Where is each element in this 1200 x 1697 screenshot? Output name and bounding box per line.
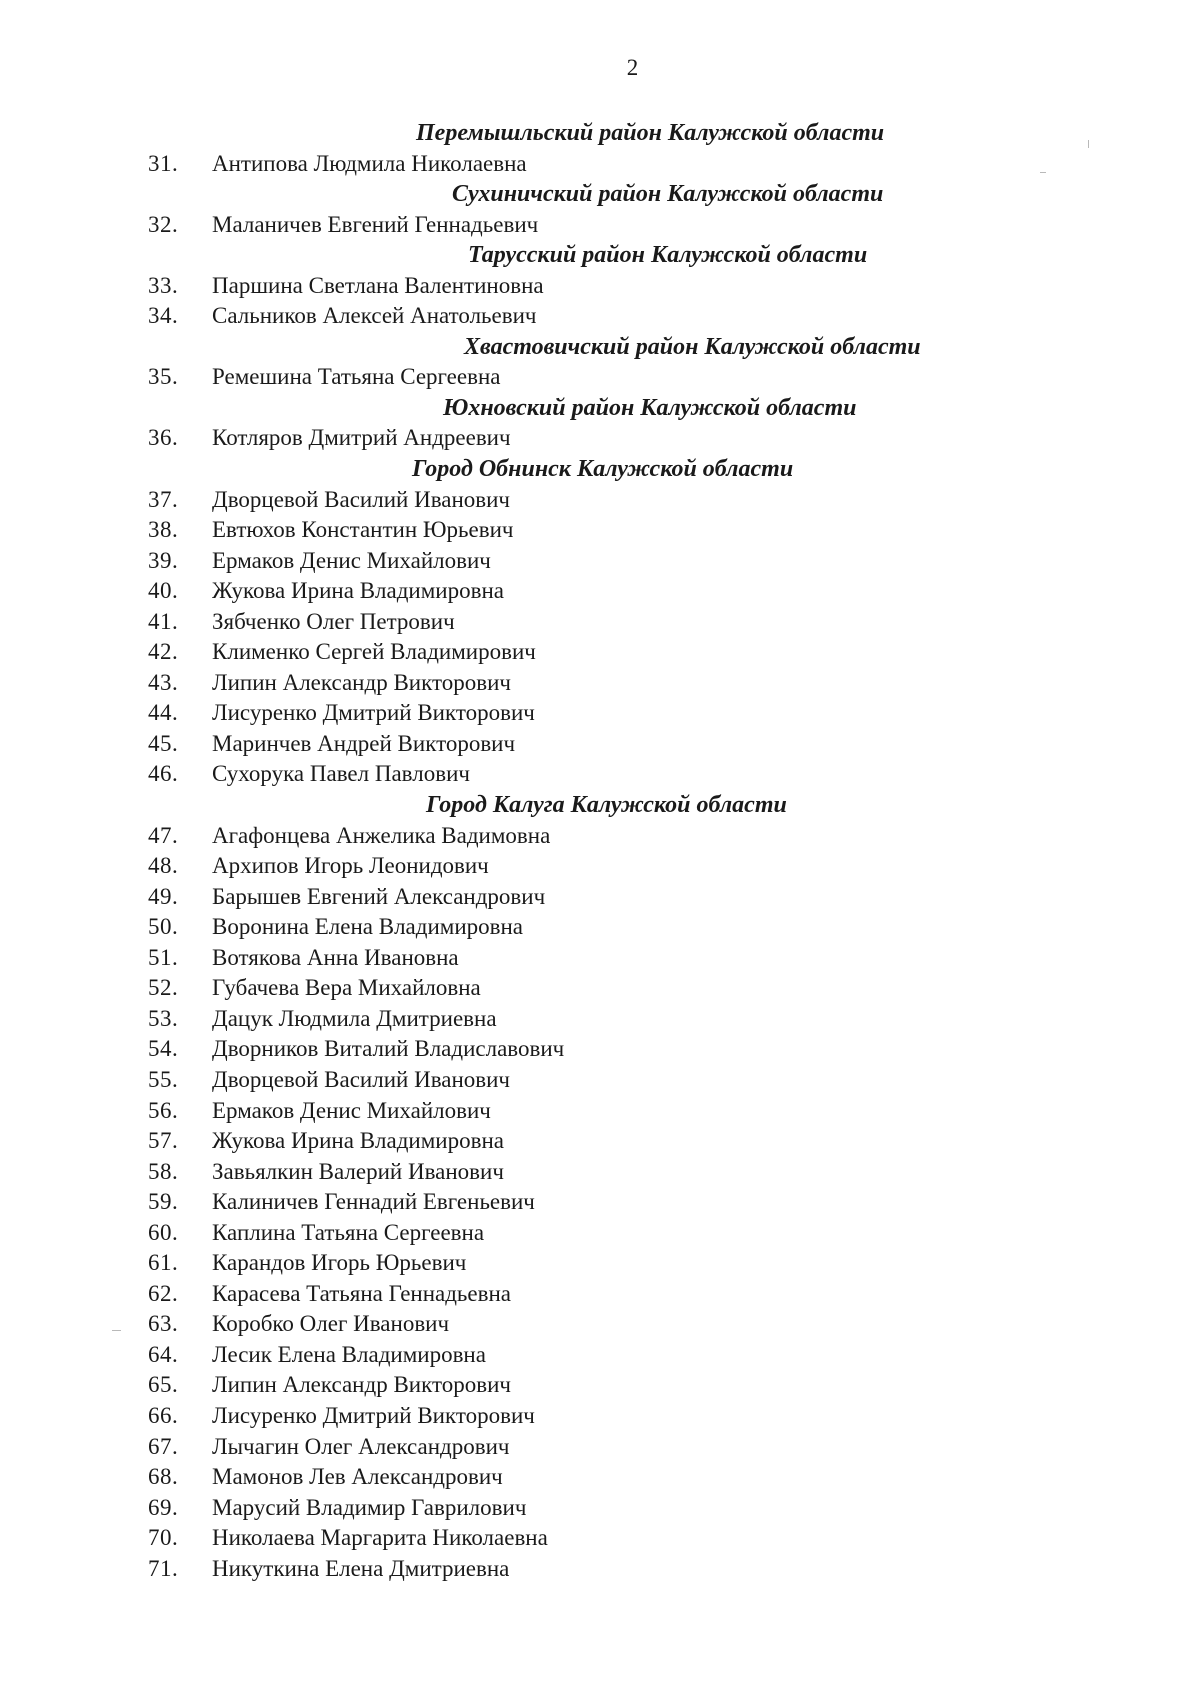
list-item (0, 1187, 1200, 1218)
person-name: Никуткина Елена Дмитриевна (212, 1555, 510, 1581)
item-number: 52. (148, 975, 179, 1001)
person-name: Липин Александр Викторович (212, 1372, 511, 1398)
list-item (0, 1309, 1200, 1340)
section-heading: Город Калуга Калужской области (426, 792, 787, 819)
list-item (0, 821, 1200, 852)
item-number: 37. (148, 486, 179, 512)
item-number: 36. (148, 425, 179, 451)
item-number: 47. (148, 822, 179, 848)
list-item (0, 210, 1200, 241)
person-name: Котляров Дмитрий Андреевич (212, 425, 511, 451)
person-name: Губачева Вера Михайловна (212, 975, 481, 1001)
item-number: 38. (148, 517, 179, 543)
list-item (0, 1248, 1200, 1279)
item-number: 32. (148, 211, 179, 237)
list-item (0, 729, 1200, 760)
item-number: 39. (148, 547, 179, 573)
person-name: Агафонцева Анжелика Вадимовна (212, 822, 551, 848)
item-number: 53. (148, 1005, 179, 1031)
list-item (0, 271, 1200, 302)
item-number: 35. (148, 364, 179, 390)
item-number: 65. (148, 1372, 179, 1398)
page-number: 2 (626, 55, 639, 80)
person-name: Жукова Ирина Владимировна (212, 1128, 504, 1154)
person-name: Сухорука Павел Павлович (212, 761, 470, 787)
section-heading: Тарусский район Калужской области (468, 242, 868, 269)
list-item (0, 149, 1200, 180)
person-name: Дворцевой Василий Иванович (212, 1066, 511, 1092)
list-item (0, 546, 1200, 577)
list-item (0, 1157, 1200, 1188)
scan-mark (1088, 140, 1089, 148)
person-name: Карасева Татьяна Геннадьевна (212, 1280, 511, 1306)
person-name: Калиничев Геннадий Евгеньевич (212, 1189, 535, 1215)
list-item (0, 1493, 1200, 1524)
list-item (0, 1340, 1200, 1371)
list-item (0, 912, 1200, 943)
person-name: Антипова Людмила Николаевна (212, 150, 527, 176)
list-item (0, 637, 1200, 668)
list-item (0, 485, 1200, 516)
list-item (0, 973, 1200, 1004)
item-number: 68. (148, 1464, 179, 1490)
person-name: Архипов Игорь Леонидович (212, 853, 489, 879)
list-item (0, 1462, 1200, 1493)
list-item (0, 1004, 1200, 1035)
person-name: Лисуренко Дмитрий Викторович (212, 700, 535, 726)
person-name: Мамонов Лев Александрович (212, 1464, 503, 1490)
item-number: 44. (148, 700, 179, 726)
item-number: 43. (148, 669, 179, 695)
item-number: 63. (148, 1311, 179, 1337)
item-number: 46. (148, 761, 179, 787)
item-number: 67. (148, 1433, 179, 1459)
person-name: Карандов Игорь Юрьевич (212, 1250, 467, 1276)
list-item (0, 1401, 1200, 1432)
item-number: 64. (148, 1341, 179, 1367)
item-number: 58. (148, 1158, 179, 1184)
person-name: Лисуренко Дмитрий Викторович (212, 1402, 535, 1428)
item-number: 66. (148, 1402, 179, 1428)
item-number: 69. (148, 1494, 179, 1520)
person-name: Клименко Сергей Владимирович (212, 639, 536, 665)
list-item (0, 1034, 1200, 1065)
section-heading: Юхновский район Калужской области (443, 394, 857, 421)
list-item (0, 1432, 1200, 1463)
item-number: 57. (148, 1128, 179, 1154)
list-item (0, 698, 1200, 729)
list-item (0, 301, 1200, 332)
section-heading: Хвастовичский район Калужской области (464, 333, 921, 360)
person-name: Марусий Владимир Гаврилович (212, 1494, 527, 1520)
person-name: Завьялкин Валерий Иванович (212, 1158, 504, 1184)
item-number: 41. (148, 608, 179, 634)
item-number: 48. (148, 853, 179, 879)
item-number: 34. (148, 303, 179, 329)
item-number: 60. (148, 1219, 179, 1245)
list-item (0, 1370, 1200, 1401)
person-name: Николаева Маргарита Николаевна (212, 1525, 548, 1551)
list-item (0, 1096, 1200, 1127)
list-item (0, 607, 1200, 638)
scan-mark (112, 1330, 121, 1331)
item-number: 42. (148, 639, 179, 665)
person-name: Евтюхов Константин Юрьевич (212, 517, 514, 543)
item-number: 31. (148, 150, 179, 176)
person-name: Ермаков Денис Михайлович (212, 1097, 491, 1123)
person-name: Барышев Евгений Александрович (212, 883, 546, 909)
item-number: 59. (148, 1189, 179, 1215)
person-name: Ремешина Татьяна Сергеевна (212, 364, 501, 390)
item-number: 56. (148, 1097, 179, 1123)
section-heading: Город Обнинск Калужской области (412, 456, 794, 483)
item-number: 54. (148, 1036, 179, 1062)
item-number: 61. (148, 1250, 179, 1276)
person-name: Маринчев Андрей Викторович (212, 730, 516, 756)
person-name: Лычагин Олег Александрович (212, 1433, 510, 1459)
person-name: Каплина Татьяна Сергеевна (212, 1219, 485, 1245)
item-number: 70. (148, 1525, 179, 1551)
person-name: Дацук Людмила Дмитриевна (212, 1005, 497, 1031)
item-number: 50. (148, 914, 179, 940)
person-name: Жукова Ирина Владимировна (212, 578, 504, 604)
item-number: 45. (148, 730, 179, 756)
list-item (0, 1126, 1200, 1157)
section-heading: Перемышльский район Калужской области (416, 120, 885, 146)
person-name: Зябченко Олег Петрович (212, 608, 455, 634)
list-item (0, 1065, 1200, 1096)
list-item (0, 759, 1200, 790)
person-name: Коробко Олег Иванович (212, 1311, 450, 1337)
item-number: 49. (148, 883, 179, 909)
person-name: Дворцевой Василий Иванович (212, 486, 511, 512)
list-item (0, 943, 1200, 974)
item-number: 33. (148, 272, 179, 298)
person-name: Дворников Виталий Владиславович (212, 1036, 565, 1062)
item-number: 40. (148, 578, 179, 604)
list-item (0, 1554, 1200, 1585)
item-number: 62. (148, 1280, 179, 1306)
person-name: Паршина Светлана Валентиновна (212, 272, 544, 298)
list-item (0, 668, 1200, 699)
scan-mark (1040, 172, 1046, 173)
list-item (0, 515, 1200, 546)
person-name: Липин Александр Викторович (212, 669, 511, 695)
person-name: Сальников Алексей Анатольевич (212, 303, 537, 329)
person-name: Воронина Елена Владимировна (212, 914, 524, 940)
list-item (0, 851, 1200, 882)
person-name: Ермаков Денис Михайлович (212, 547, 491, 573)
list-item (0, 362, 1200, 393)
list-item (0, 1523, 1200, 1554)
list-item (0, 576, 1200, 607)
person-name: Маланичев Евгений Геннадьевич (212, 211, 539, 237)
document-body (0, 118, 1200, 1584)
list-item (0, 423, 1200, 454)
list-item (0, 1218, 1200, 1249)
list-item (0, 882, 1200, 913)
person-name: Вотякова Анна Ивановна (212, 944, 459, 970)
item-number: 51. (148, 944, 179, 970)
section-heading: Сухиничский район Калужской области (452, 181, 884, 208)
item-number: 55. (148, 1066, 179, 1092)
item-number: 71. (148, 1555, 179, 1581)
person-name: Лесик Елена Владимировна (212, 1341, 486, 1367)
list-item (0, 1279, 1200, 1310)
